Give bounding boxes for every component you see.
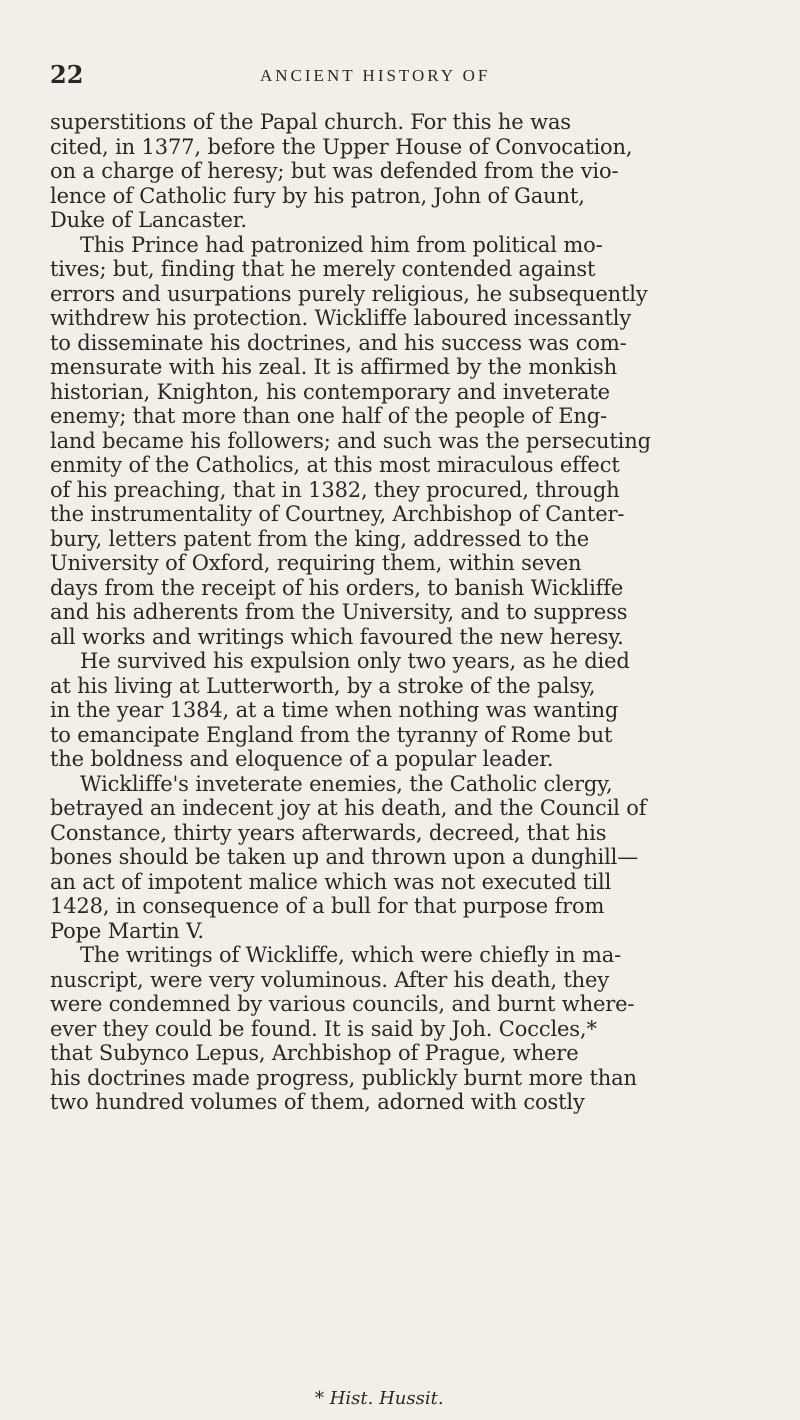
text-line: errors and usurpations purely religious, he subsequently [50,281,648,306]
text-line: Duke of Lancaster. [50,208,247,232]
text-line: and his adherents from the University, and to suppress [50,600,628,624]
body-text [50,110,740,1115]
text-line: nuscript, were very voluminous. After his death, they [50,967,610,992]
text-line: land became his followers; and such was the persecuting [50,428,651,453]
text-line: University of Oxford, requiring them, within seven [50,551,582,575]
text-line: two hundred volumes of them, adorned with costly [50,1090,585,1114]
text-line: on a charge of heresy; but was defended from the vio- [50,159,619,183]
text-line: were condemned by various councils, and burnt where- [50,992,635,1016]
paragraph-start-line: The writings of Wickliffe, which were chiefly in ma- [80,943,622,967]
running-head: ANCIENT HISTORY OF [260,66,491,85]
text-line: the boldness and eloquence of a popular leader. [50,747,554,771]
text-line: an act of impotent malice which was not executed till [50,869,612,894]
text-line: to disseminate his doctrines, and his success was com- [50,330,627,355]
text-line: cited, in 1377, before the Upper House of Convocation, [50,134,633,159]
text-line: of his preaching, that in 1382, they procured, through [50,477,620,502]
text-line: that Subynco Lepus, Archbishop of Prague, where [50,1041,579,1065]
text-line: tives; but, finding that he merely contended against [50,257,596,281]
text-line: lence of Catholic fury by his patron, John of Gaunt, [50,183,585,208]
text-line: to emancipate England from the tyranny of Rome but [50,722,613,747]
text-line: all works and writings which favoured the new heresy. [50,624,624,649]
text-line: 1428, in consequence of a bull for that purpose from [50,894,605,918]
page-number: 22 [50,60,84,89]
text-line: in the year 1384, at a time when nothing was wanting [50,698,619,722]
page-header [50,60,740,90]
text-line: his doctrines made progress, publickly burnt more than [50,1065,637,1090]
paragraph-start-line: This Prince had patronized him from political mo- [80,232,603,257]
text-line: bones should be taken up and thrown upon a dunghill— [50,845,639,869]
text-line: betrayed an indecent joy at his death, and the Council of [50,796,647,820]
paragraph-start-line: Wickliffe's inveterate enemies, the Catholic clergy, [80,771,613,796]
text-line: days from the receipt of his orders, to banish Wickliffe [50,575,624,600]
text-line: bury, letters patent from the king, addressed to the [50,526,590,551]
text-line: the instrumentality of Courtney, Archbishop of Canter- [50,502,625,526]
text-line: historian, Knighton, his contemporary and inveterate [50,379,610,404]
text-line: Constance, thirty years afterwards, decreed, that his [50,820,607,845]
text-line: mensurate with his zeal. It is affirmed by the monkish [50,355,618,379]
footnote: * Hist. Hussit. [315,1388,444,1409]
text-line: withdrew his protection. Wickliffe laboured incessantly [50,306,632,330]
text-line: enmity of the Catholics, at this most miraculous effect [50,453,620,477]
text-line: at his living at Lutterworth, by a stroke of the palsy, [50,673,596,698]
paragraph-start-line: He survived his expulsion only two years, as he died [80,649,630,673]
text-line: ever they could be found. It is said by Joh. Coccles,* [50,1016,597,1041]
text-line: Pope Martin V. [50,918,204,943]
text-line: superstitions of the Papal church. For this he was [50,110,571,134]
text-line: enemy; that more than one half of the people of Eng- [50,404,607,428]
